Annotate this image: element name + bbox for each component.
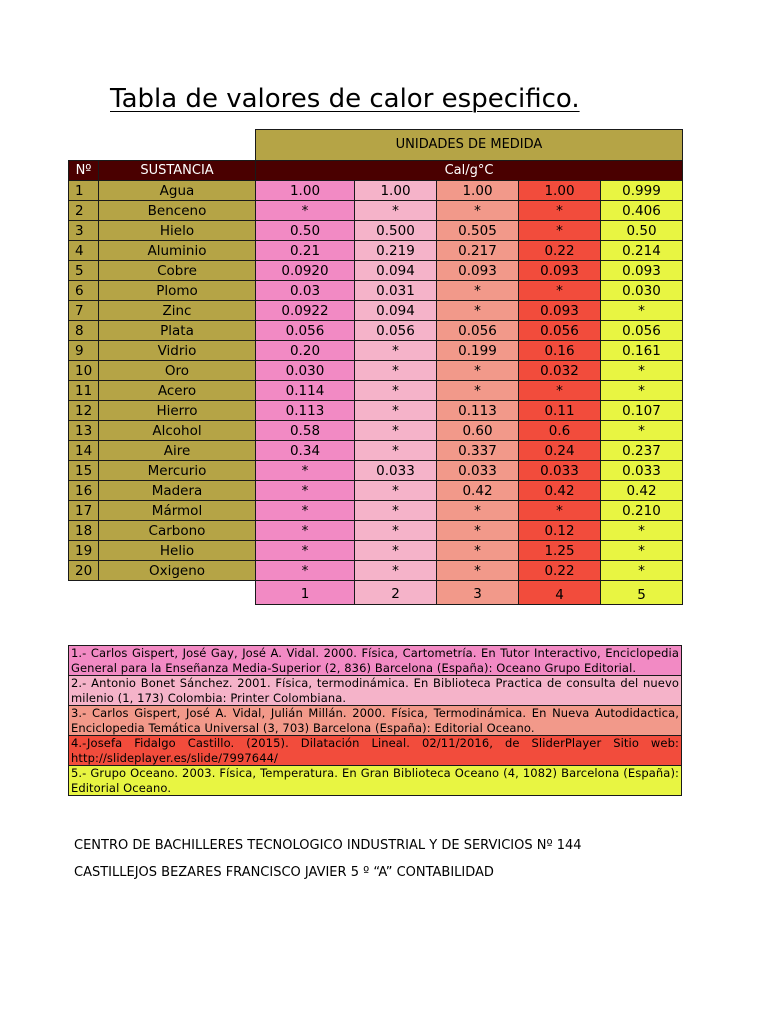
value-source-2: 1.00 [355,181,437,201]
value-source-5: 0.214 [601,241,683,261]
row-number: 12 [69,401,99,421]
value-source-1: 0.056 [256,321,355,341]
value-source-5: 0.093 [601,261,683,281]
row-number: 17 [69,501,99,521]
table-row [69,441,683,461]
value-source-1: 0.03 [256,281,355,301]
row-number: 10 [69,361,99,381]
value-source-5: * [601,361,683,381]
table-row [69,421,683,441]
value-source-1: 0.20 [256,341,355,361]
value-source-2: 0.500 [355,221,437,241]
value-source-1: * [256,201,355,221]
substance-name: Plomo [99,281,256,301]
row-number: 16 [69,481,99,501]
substance-header: SUSTANCIA [99,161,256,181]
reference-row [69,736,682,766]
value-source-4: 0.6 [519,421,601,441]
value-source-2: * [355,401,437,421]
row-number: 4 [69,241,99,261]
value-source-5: 0.030 [601,281,683,301]
table-row [69,201,683,221]
value-source-3: * [437,381,519,401]
reference-4: 4.-Josefa Fidalgo Castillo. (2015). Dilatación Lineal. 02/11/2016, de SliderPlayer Sitio web: http://slideplayer.es/slide/7997644/ [69,736,682,766]
row-number: 19 [69,541,99,561]
unit-header: Cal/g°C [256,161,683,181]
value-source-2: * [355,361,437,381]
value-source-4: * [519,381,601,401]
table-row [69,241,683,261]
value-source-5: 0.999 [601,181,683,201]
value-source-1: 0.58 [256,421,355,441]
value-source-4: 0.42 [519,481,601,501]
value-source-3: * [437,361,519,381]
value-source-2: 0.094 [355,261,437,281]
value-source-5: * [601,541,683,561]
value-source-4: 0.032 [519,361,601,381]
row-number: 13 [69,421,99,441]
school-name: CENTRO DE BACHILLERES TECNOLOGICO INDUSTRIAL Y DE SERVICIOS Nº 144 [74,838,582,853]
value-source-3: 0.217 [437,241,519,261]
value-source-3: * [437,561,519,581]
table-row [69,221,683,241]
table-row [69,361,683,381]
specific-heat-table [68,129,683,605]
row-number: 1 [69,181,99,201]
value-source-4: 0.093 [519,301,601,321]
units-header: UNIDADES DE MEDIDA [256,130,683,161]
table-row [69,181,683,201]
substance-name: Hielo [99,221,256,241]
substance-name: Madera [99,481,256,501]
reference-row [69,676,682,706]
table-row [69,521,683,541]
value-source-4: 0.22 [519,241,601,261]
value-source-1: 0.113 [256,401,355,421]
row-number: 5 [69,261,99,281]
value-source-3: 0.42 [437,481,519,501]
value-source-3: 0.056 [437,321,519,341]
source-number-row [69,581,683,605]
row-number: 11 [69,381,99,401]
substance-name: Cobre [99,261,256,281]
substance-name: Oro [99,361,256,381]
value-source-2: * [355,521,437,541]
row-number: 6 [69,281,99,301]
value-source-3: * [437,281,519,301]
value-source-1: 0.030 [256,361,355,381]
substance-name: Hierro [99,401,256,421]
value-source-1: * [256,561,355,581]
substance-name: Acero [99,381,256,401]
value-source-3: * [437,301,519,321]
substance-name: Zinc [99,301,256,321]
value-source-5: 0.210 [601,501,683,521]
value-source-2: * [355,421,437,441]
source-number-1: 1 [256,581,355,605]
value-source-3: * [437,201,519,221]
value-source-3: * [437,521,519,541]
value-source-2: 0.219 [355,241,437,261]
value-source-3: 0.505 [437,221,519,241]
row-number: 20 [69,561,99,581]
value-source-5: 0.107 [601,401,683,421]
substance-name: Oxigeno [99,561,256,581]
row-number: 15 [69,461,99,481]
value-source-4: 0.11 [519,401,601,421]
substance-name: Mármol [99,501,256,521]
value-source-4: 0.22 [519,561,601,581]
value-source-1: * [256,521,355,541]
value-source-2: 0.031 [355,281,437,301]
value-source-4: 0.056 [519,321,601,341]
reference-3: 3.- Carlos Gispert, José A. Vidal, Julián Millán. 2000. Física, Termodinámica. En Nueva Autodidactica, Enciclopedia Temática Universal (3, 703) Barcelona (España): Editorial Oceano. [69,706,682,736]
row-number: 3 [69,221,99,241]
value-source-4: * [519,281,601,301]
value-source-1: * [256,501,355,521]
value-source-2: * [355,201,437,221]
row-number: 7 [69,301,99,321]
table-row [69,561,683,581]
value-source-2: * [355,501,437,521]
value-source-1: 0.0920 [256,261,355,281]
value-source-2: * [355,381,437,401]
value-source-3: 0.113 [437,401,519,421]
substance-name: Aire [99,441,256,461]
value-source-4: 0.24 [519,441,601,461]
value-source-5: * [601,521,683,541]
value-source-3: 0.033 [437,461,519,481]
student-info: CASTILLEJOS BEZARES FRANCISCO JAVIER 5 º “A” CONTABILIDAD [74,865,494,880]
value-source-4: * [519,221,601,241]
substance-name: Mercurio [99,461,256,481]
value-source-1: 0.0922 [256,301,355,321]
reference-row [69,646,682,676]
substance-name: Aluminio [99,241,256,261]
row-number: 14 [69,441,99,461]
value-source-5: * [601,381,683,401]
value-source-3: * [437,501,519,521]
reference-2: 2.- Antonio Bonet Sánchez. 2001. Física, termodinámica. En Biblioteca Practica de consulta del nuevo milenio (1, 173) Colombia: Printer Colombiana. [69,676,682,706]
row-number: 18 [69,521,99,541]
value-source-4: 0.16 [519,341,601,361]
page-title: Tabla de valores de calor especifico. [110,84,580,114]
source-number-3: 3 [437,581,519,605]
value-source-5: * [601,561,683,581]
value-source-5: 0.406 [601,201,683,221]
value-source-2: * [355,561,437,581]
value-source-5: 0.50 [601,221,683,241]
table-row [69,481,683,501]
value-source-3: * [437,541,519,561]
substance-name: Helio [99,541,256,561]
value-source-3: 0.60 [437,421,519,441]
table-row [69,261,683,281]
row-number: 2 [69,201,99,221]
value-source-1: * [256,461,355,481]
num-header: Nº [69,161,99,181]
table-row [69,541,683,561]
blank-cell [69,581,256,605]
row-number: 9 [69,341,99,361]
substance-name: Agua [99,181,256,201]
value-source-4: 1.25 [519,541,601,561]
value-source-2: 0.056 [355,321,437,341]
blank-corner [69,130,256,161]
value-source-5: * [601,421,683,441]
value-source-5: 0.237 [601,441,683,461]
reference-5: 5.- Grupo Oceano. 2003. Física, Temperatura. En Gran Biblioteca Oceano (4, 1082) Barcelona (España): Editorial Oceano. [69,766,682,796]
value-source-1: * [256,541,355,561]
value-source-1: 1.00 [256,181,355,201]
source-number-5: 5 [601,581,683,605]
value-source-4: 1.00 [519,181,601,201]
value-source-3: 0.093 [437,261,519,281]
row-number: 8 [69,321,99,341]
value-source-4: 0.033 [519,461,601,481]
value-source-2: 0.094 [355,301,437,321]
value-source-4: * [519,201,601,221]
table-row [69,321,683,341]
value-source-5: 0.42 [601,481,683,501]
value-source-2: 0.033 [355,461,437,481]
value-source-1: * [256,481,355,501]
value-source-5: * [601,301,683,321]
table-row [69,381,683,401]
value-source-5: 0.033 [601,461,683,481]
value-source-3: 0.199 [437,341,519,361]
value-source-1: 0.50 [256,221,355,241]
value-source-3: 0.337 [437,441,519,461]
value-source-2: * [355,341,437,361]
value-source-2: * [355,441,437,461]
value-source-5: 0.161 [601,341,683,361]
value-source-4: 0.093 [519,261,601,281]
reference-row [69,766,682,796]
value-source-1: 0.21 [256,241,355,261]
references-table [68,645,682,796]
substance-name: Carbono [99,521,256,541]
table-row [69,501,683,521]
table-row [69,461,683,481]
table-row [69,341,683,361]
table-row [69,401,683,421]
value-source-1: 0.114 [256,381,355,401]
value-source-3: 1.00 [437,181,519,201]
value-source-5: 0.056 [601,321,683,341]
value-source-2: * [355,481,437,501]
reference-row [69,706,682,736]
value-source-1: 0.34 [256,441,355,461]
substance-name: Vidrio [99,341,256,361]
source-number-4: 4 [519,581,601,605]
substance-name: Plata [99,321,256,341]
reference-1: 1.- Carlos Gispert, José Gay, José A. Vidal. 2000. Física, Cartometría. En Tutor Interactivo, Enciclopedia General para la Enseñanza Media-Superior (2, 836) Barcelona (España): Oceano Grupo Editorial. [69,646,682,676]
value-source-4: * [519,501,601,521]
value-source-2: * [355,541,437,561]
substance-name: Alcohol [99,421,256,441]
value-source-4: 0.12 [519,521,601,541]
table-row [69,281,683,301]
substance-name: Benceno [99,201,256,221]
table-row [69,301,683,321]
source-number-2: 2 [355,581,437,605]
